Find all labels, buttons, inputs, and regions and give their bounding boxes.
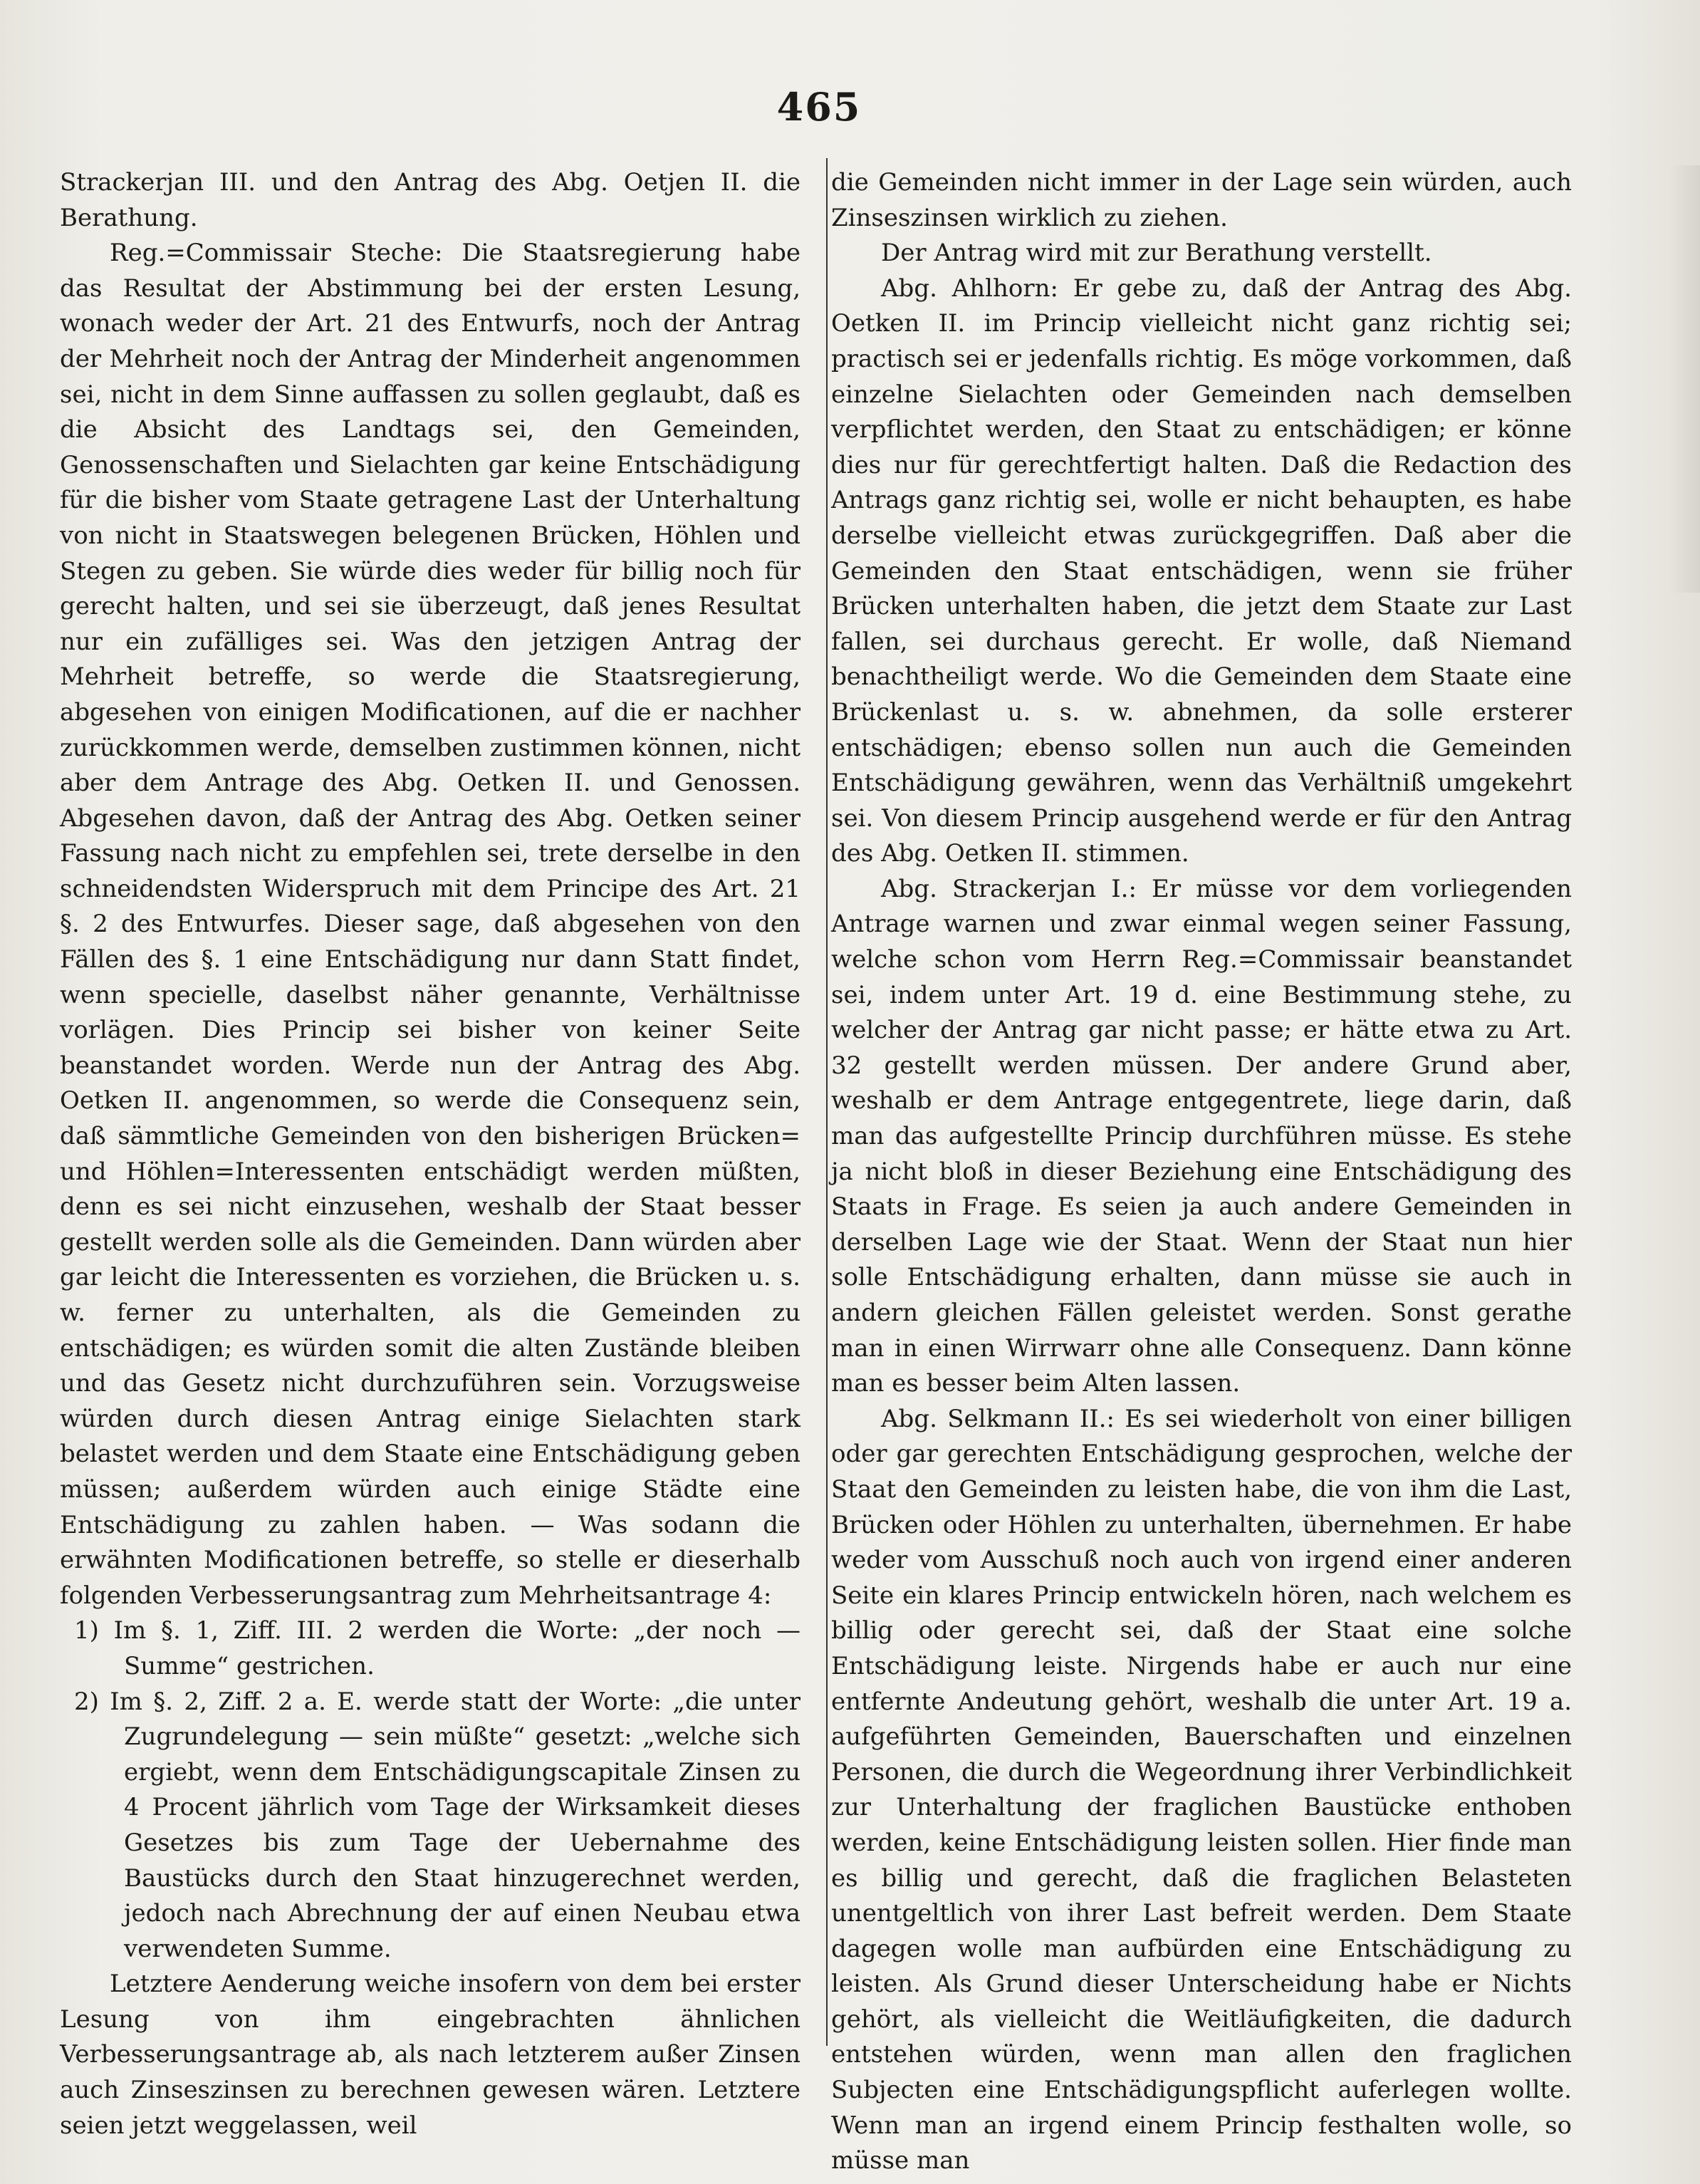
paragraph-selkmann: Abg. Selkmann II.: Es sei wiederholt von einer billigen oder gar gerechten Entschädigung gesprochen, welche der Staat den Gemeinden zu leisten habe, die von ihm die Last, Brücken oder Höhlen zu unterhalten, übernehmen. Er habe weder vom Ausschuß noch auch von irgend einer anderen Seite ein klares Princip entwickeln hören, nach welchem es billig oder gerecht sei, daß der Staat eine solche Entschädigung leiste. Nirgends habe er auch nur eine entfernte Andeutung gehört, weshalb die unter Art. 19 a. aufgeführten Gemeinden, Bauerschaften und einzelnen Personen, die durch die Wegeordnung ihrer Verbindlichkeit zur Unterhaltung der fraglichen Baustücke enthoben werden, keine Entschädigung leisten sollen. Hier finde man es billig und gerecht, daß die fraglichen Belasteten unentgeltlich von ihrer Last befreit werden. Dem Staate dagegen wolle man aufbürden eine Entschädigung zu leisten. Als Grund dieser Unterscheidung habe er Nichts gehört, als vielleicht die Weitläufigkeiten, die dadurch entstehen würden, wenn man allen den fraglichen Subjecten eine Entschädigungspflicht auferlegen wollte. Wenn man an irgend einem Princip festhalten wolle, so müsse man xyxy=(831,1404,1572,2175)
paragraph-ahlhorn: Abg. Ahlhorn: Er gebe zu, daß der Antrag des Abg. Oetken II. im Princip vielleicht nicht ganz richtig sei; practisch sei er jedenfalls richtig. Es möge vorkommen, daß einzelne Sielachten oder Gemeinden nach demselben verpflichtet werden, den Staat zu entschädigen; er könne dies nur für gerechtfertigt halten. Daß die Redaction des Antrags ganz richtig sei, wolle er nicht behaupten, es habe derselbe vielleicht etwas zurückgegriffen. Daß aber die Gemeinden den Staat entschädigen, wenn sie früher Brücken unterhalten haben, die jetzt dem Staate zur Last fallen, sei durchaus gerecht. Er wolle, daß Niemand benachtheiligt werde. Wo die Gemeinden dem Staate eine Brückenlast u. s. w. abnehmen, da solle ersterer entschädigen; ebenso sollen nun auch die Gemeinden Entschädigung gewähren, wenn das Verhältniß umgekehrt sei. Von diesem Princip ausgehend werde er für den Antrag des Abg. Oetken II. stimmen. xyxy=(831,274,1572,868)
amendment-item-1: 1) Im §. 1, Ziff. III. 2 werden die Worte: „der noch — Summe“ gestrichen. xyxy=(74,1616,801,1680)
paragraph-continuation: die Gemeinden nicht immer in der Lage sein würden, auch Zinseszinsen wirklich zu ziehen. xyxy=(831,168,1572,232)
left-column xyxy=(60,165,801,2143)
amendment-item-2: 2) Im §. 2, Ziff. 2 a. E. werde statt der Worte: „die unter Zugrundelegung — sein müßte“ gesetzt: „welche sich ergiebt, wenn dem Entschädigungscapitale Zinsen zu 4 Procent jährlich vom Tage der Wirksamkeit dieses Gesetzes bis zum Tage der Uebernahme des Baustücks durch den Staat hinzugerechnet werden, jedoch nach Abrechnung der auf einen Neubau etwa verwendeten Summe. xyxy=(74,1687,801,1963)
page-number: 465 xyxy=(776,84,862,130)
paragraph-letztere: Letztere Aenderung weiche insofern von dem bei erster Lesung von ihm eingebrachten ähnlichen Verbesserungsantrage ab, als nach letzterem außer Zinsen auch Zinseszinsen zu berechnen gewesen wären. Letztere seien jetzt weggelassen, weil xyxy=(60,1970,801,2140)
page-edge-shadow xyxy=(1670,165,1700,593)
right-column xyxy=(831,165,1572,2179)
paragraph-strackerjan: Abg. Strackerjan I.: Er müsse vor dem vorliegenden Antrage warnen und zwar einmal wegen seiner Fassung, welche schon vom Herrn Reg.=Commissair beanstandet sei, indem unter Art. 19 d. eine Bestimmung stehe, zu welcher der Antrag gar nicht passe; er hätte etwa zu Art. 32 gestellt werden müssen. Der andere Grund aber, weshalb er dem Antrage entgegentrete, liege darin, daß man das aufgestellte Princip durchführen müsse. Es stehe ja nicht bloß in dieser Beziehung eine Entschädigung des Staats in Frage. Es seien ja auch andere Gemeinden in derselben Lage wie der Staat. Wenn der Staat nun hier solle Entschädigung erhalten, dann müsse sie auch in andern gleichen Fällen geleistet werden. Sonst gerathe man in einen Wirrwarr ohne alle Consequenz. Dann könne man es besser beim Alten lassen. xyxy=(831,874,1572,1398)
paragraph-antrag-verstellt: Der Antrag wird mit zur Berathung verstellt. xyxy=(881,239,1432,268)
paragraph-steche: Reg.=Commissair Steche: Die Staatsregierung habe das Resultat der Abstimmung bei der ersten Lesung, wonach weder der Art. 21 des Entwurfs, noch der Antrag der Mehrheit noch der Antrag der Minderheit angenommen sei, nicht in dem Sinne auffassen zu sollen geglaubt, daß es die Absicht des Landtags sei, den Gemeinden, Genossenschaften und Sielachten gar keine Entschädigung für die bisher vom Staate getragene Last der Unterhaltung von nicht in Staatswegen belegenen Brücken, Höhlen und Stegen zu geben. Sie würde dies weder für billig noch für gerecht halten, und sei sie überzeugt, daß jenes Resultat nur ein zufälliges sei. Was den jetzigen Antrag der Mehrheit betreffe, so werde die Staatsregierung, abgesehen von einigen Modificationen, auf die er nachher zurückkommen werde, demselben zustimmen können, nicht aber dem Antrage des Abg. Oetken II. und Genossen. Abgesehen davon, daß der Antrag des Abg. Oetken seiner Fassung nach nicht zu empfehlen sei, trete derselbe in den schneidendsten Widerspruch mit dem Principe des Art. 21 §. 2 des Entwurfes. Dieser sage, daß abgesehen von den Fällen des §. 1 eine Entschädigung nur dann Statt findet, wenn specielle, daselbst näher genannte, Verhältnisse vorlägen. Dies Princip sei bisher von keiner Seite beanstandet worden. Werde nun der Antrag des Abg. Oetken II. angenommen, so werde die Consequenz sein, daß sämmtliche Gemeinden von den bisherigen Brücken= und Höhlen=Interessenten entschädigt werden müßten, denn es sei nicht einzusehen, weshalb der Staat besser gestellt werden solle als die Gemeinden. Dann würden aber gar leicht die Interessenten es vorziehen, die Brücken u. s. w. ferner zu unterhalten, als die Gemeinden zu entschädigen; es würden somit die alten Zustände bleiben und das Gesetz nicht durchzuführen sein. Vorzugsweise würden durch diesen Antrag einige Sielachten stark belastet werden und dem Staate eine Entschädigung geben müssen; außerdem würden auch einige Städte eine Entschädigung zu zahlen haben. — Was sodann die erwähnten Modificationen betreffe, so stelle er dieserhalb folgenden Verbesserungsantrag zum Mehrheitsantrage 4: xyxy=(60,239,801,1610)
paragraph-continuation: Strackerjan III. und den Antrag des Abg. Oetjen II. die Berathung. xyxy=(60,168,801,232)
column-divider xyxy=(826,158,828,2046)
